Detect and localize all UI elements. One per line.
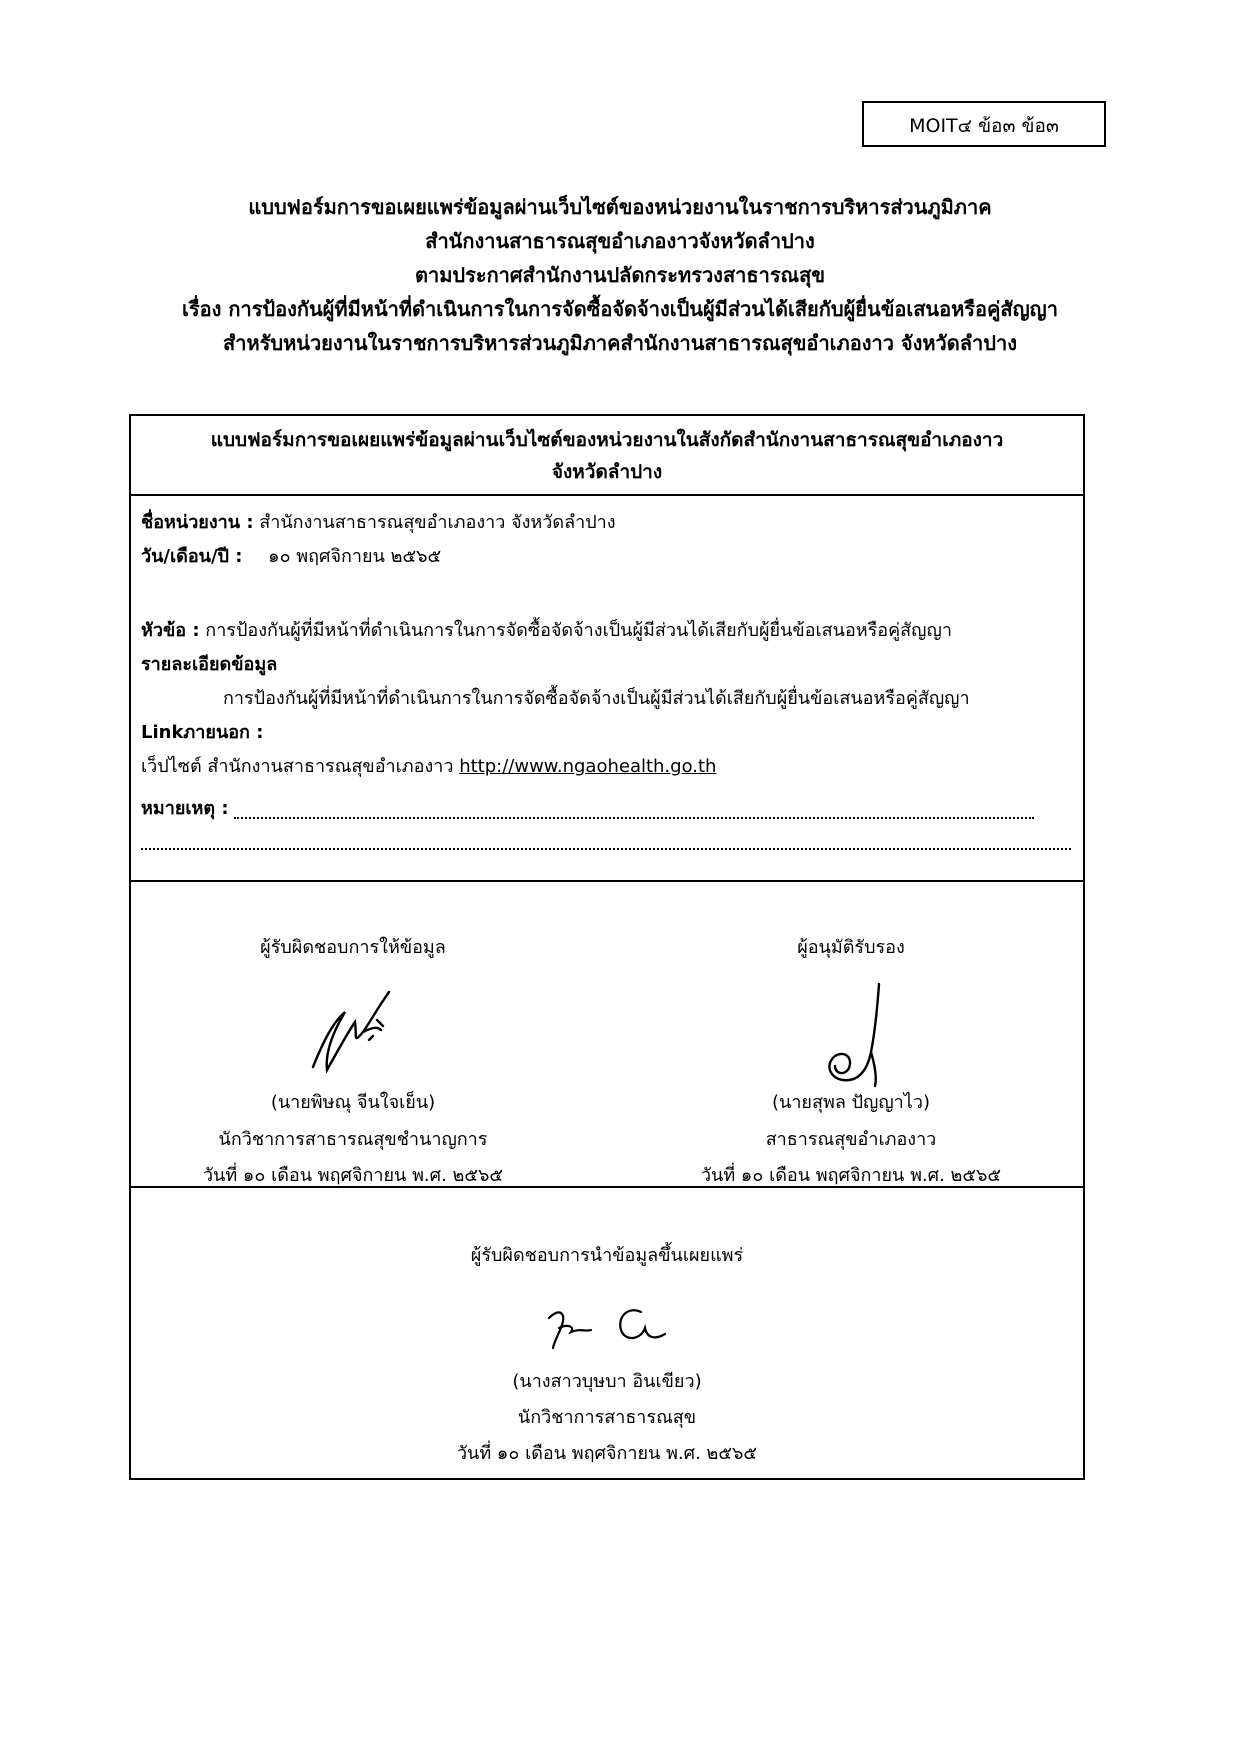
agency-value: สำนักงานสาธารณสุขอำเภองาว จังหวัดลำปาง: [259, 512, 616, 533]
note-label: หมายเหตุ :: [141, 798, 229, 819]
form-info-section: [131, 496, 1083, 882]
signature-right-image: [791, 982, 911, 1092]
publisher-section: [131, 1188, 1083, 1478]
date-label: วัน/เดือน/ปี :: [141, 546, 243, 567]
header-line-3: ตามประกาศสำนักงานปลัดกระทรวงสาธารณสุข: [414, 263, 825, 287]
form-title-line-1: แบบฟอร์มการขอเผยแพร่ข้อมูลผ่านเว็บไซต์ของหน่วยงานในสังกัดสำนักงานสาธารณสุขอำเภองาว: [210, 429, 1004, 451]
publication-form: [129, 414, 1085, 1480]
signer-left-role: ผู้รับผิดชอบการให้ข้อมูล: [260, 937, 446, 958]
document-header: [0, 190, 1240, 360]
topic-row: [141, 614, 1069, 648]
header-line-4: เรื่อง การป้องกันผู้ที่มีหน้าที่ดำเนินการในการจัดซื้อจัดจ้างเป็นผู้มีส่วนได้เสียกับผู้ยื่นข้อเสนอหรือคู่สัญญา: [182, 297, 1058, 321]
website-link[interactable]: http://www.ngaohealth.go.th: [459, 756, 717, 777]
publisher-position: นักวิชาการสาธารณสุข: [517, 1407, 697, 1428]
publisher-date: วันที่ ๑๐ เดือน พฤศจิกายน พ.ศ. ๒๕๖๕: [456, 1443, 758, 1464]
signature-left-image: [293, 982, 413, 1092]
signer-left-position: นักวิชาการสาธารณสุขชำนาญการ: [218, 1129, 488, 1150]
link-label: Linkภายนอก :: [141, 722, 264, 743]
signature-section: [131, 882, 1083, 1188]
header-line-2: สำนักงานสาธารณสุขอำเภองาวจังหวัดลำปาง: [425, 229, 815, 253]
publisher-name: (นางสาวบุษบา อินเขียว): [512, 1371, 702, 1392]
signer-right-name: (นายสุพล ปัญญาไว): [772, 1092, 930, 1113]
form-title-section: [131, 416, 1083, 496]
website-label: เว็ปไซต์ สำนักงานสาธารณสุขอำเภองาว: [141, 756, 454, 777]
date-value: ๑๐ พฤศจิกายน ๒๕๖๕: [268, 546, 442, 567]
topic-label: หัวข้อ :: [141, 620, 200, 641]
signer-right-position: สาธารณสุขอำเภองาว: [765, 1129, 937, 1150]
document-code-box: MOIT๔ ข้อ๓ ข้อ๓: [862, 101, 1106, 147]
signer-left-date: วันที่ ๑๐ เดือน พฤศจิกายน พ.ศ. ๒๕๖๕: [202, 1165, 504, 1186]
detail-label: รายละเอียดข้อมูล: [141, 654, 278, 675]
date-row: [141, 540, 1069, 574]
signer-right-role: ผู้อนุมัติรับรอง: [797, 937, 905, 958]
signature-publisher-image: [541, 1298, 681, 1358]
note-dotted-line: [234, 799, 1034, 819]
publisher-role: ผู้รับผิดชอบการนำข้อมูลขึ้นเผยแพร่: [470, 1245, 744, 1266]
topic-value: การป้องกันผู้ที่มีหน้าที่ดำเนินการในการจัดซื้อจัดจ้างเป็นผู้มีส่วนได้เสียกับผู้ยื่นข้อเสนอหรือคู่สัญญา: [205, 620, 952, 641]
agency-label: ชื่อหน่วยงาน :: [141, 512, 254, 533]
agency-row: [141, 506, 1069, 540]
header-line-1: แบบฟอร์มการขอเผยแพร่ข้อมูลผ่านเว็บไซต์ของหน่วยงานในราชการบริหารส่วนภูมิภาค: [248, 195, 992, 219]
signer-right-date: วันที่ ๑๐ เดือน พฤศจิกายน พ.ศ. ๒๕๖๕: [700, 1165, 1002, 1186]
header-line-5: สำหรับหน่วยงานในราชการบริหารส่วนภูมิภาคสำนักงานสาธารณสุขอำเภองาว จังหวัดลำปาง: [223, 331, 1017, 355]
form-title-line-2: จังหวัดลำปาง: [551, 461, 663, 483]
website-row: [141, 750, 1069, 784]
detail-value: การป้องกันผู้ที่มีหน้าที่ดำเนินการในการจัดซื้อจัดจ้างเป็นผู้มีส่วนได้เสียกับผู้ยื่นข้อเสนอหรือคู่สัญญา: [223, 688, 970, 709]
note-row: [141, 792, 1069, 826]
signer-left-name: (นายพิษณุ จีนใจเย็น): [270, 1092, 436, 1113]
note-dotted-line-2: [141, 834, 1071, 850]
